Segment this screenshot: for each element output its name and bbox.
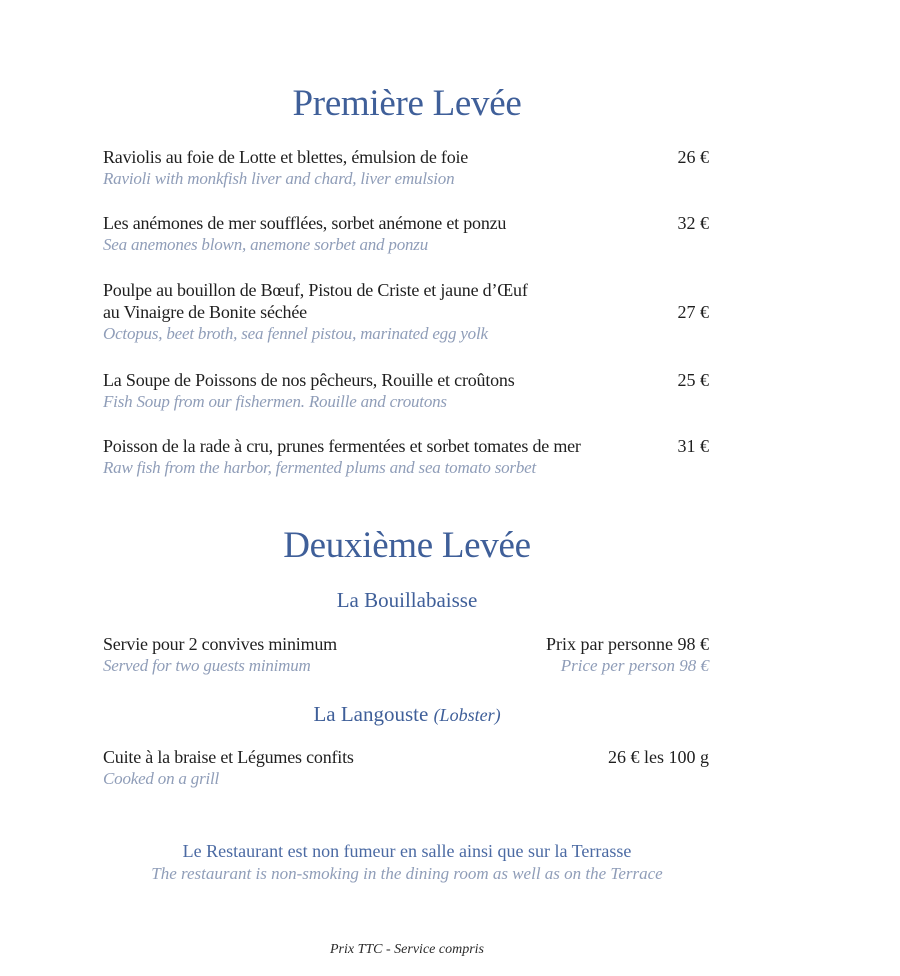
menu-item-soupe [103, 369, 709, 413]
footer-price-note: Prix TTC - Service compris [330, 942, 484, 957]
item-name-fr: Les anémones de mer soufflées, sorbet anémone et ponzu [103, 213, 507, 233]
item-name-en: Octopus, beet broth, sea fennel pistou, marinated egg yolk [103, 324, 488, 343]
item-price: 25 € [677, 370, 709, 390]
item-name-fr: Poisson de la rade à cru, prunes fermentées et sorbet tomates de mer [103, 436, 581, 456]
section-title-premiere-levee: Première Levée [292, 83, 522, 124]
item-name-en: Served for two guests minimum [103, 656, 311, 675]
non-smoking-notice-fr: Le Restaurant est non fumeur en salle ainsi que sur la Terrasse [182, 841, 632, 861]
menu-item-poisson-cru [103, 435, 709, 479]
item-price-fr: Prix par personne 98 € [546, 634, 709, 654]
item-name-en: Sea anemones blown, anemone sorbet and ponzu [103, 235, 429, 254]
item-name-en: Fish Soup from our fishermen. Rouille and croutons [103, 392, 447, 411]
subsection-title-langouste-text: La Langouste [313, 702, 429, 726]
subsection-title-bouillabaisse: La Bouillabaisse [336, 588, 478, 612]
item-name-fr: Raviolis au foie de Lotte et blettes, émulsion de foie [103, 147, 469, 167]
item-name-fr: Cuite à la braise et Légumes confits [103, 747, 354, 767]
menu-item-poulpe [103, 279, 709, 345]
item-price: 27 € [677, 302, 709, 322]
item-name-fr: Servie pour 2 convives minimum [103, 634, 337, 654]
menu-item-bouillabaisse [103, 633, 709, 677]
item-name-fr-line1: Poulpe au bouillon de Bœuf, Pistou de Criste et jaune d’Œuf [103, 280, 528, 300]
non-smoking-notice-en: The restaurant is non-smoking in the dining room as well as on the Terrace [151, 864, 663, 883]
item-name-fr: La Soupe de Poissons de nos pêcheurs, Rouille et croûtons [103, 370, 515, 390]
section-title-deuxieme-levee: Deuxième Levée [283, 525, 531, 566]
subsection-title-langouste [0, 702, 814, 727]
item-price: 26 € [677, 147, 709, 167]
item-price-en: Price per person 98 € [560, 656, 709, 675]
menu-item-anemones [103, 212, 709, 256]
item-price: 32 € [677, 213, 709, 233]
item-name-en: Ravioli with monkfish liver and chard, liver emulsion [103, 169, 455, 188]
menu-item-raviolis [103, 146, 709, 190]
item-name-fr-line2: au Vinaigre de Bonite séchée [103, 302, 307, 322]
item-name-en: Cooked on a grill [103, 769, 220, 788]
menu-item-langouste [103, 746, 709, 790]
item-name-en: Raw fish from the harbor, fermented plums and sea tomato sorbet [103, 458, 537, 477]
subsection-title-langouste-note: (Lobster) [433, 705, 501, 725]
item-price: 31 € [677, 436, 709, 456]
item-price: 26 € les 100 g [608, 747, 709, 767]
